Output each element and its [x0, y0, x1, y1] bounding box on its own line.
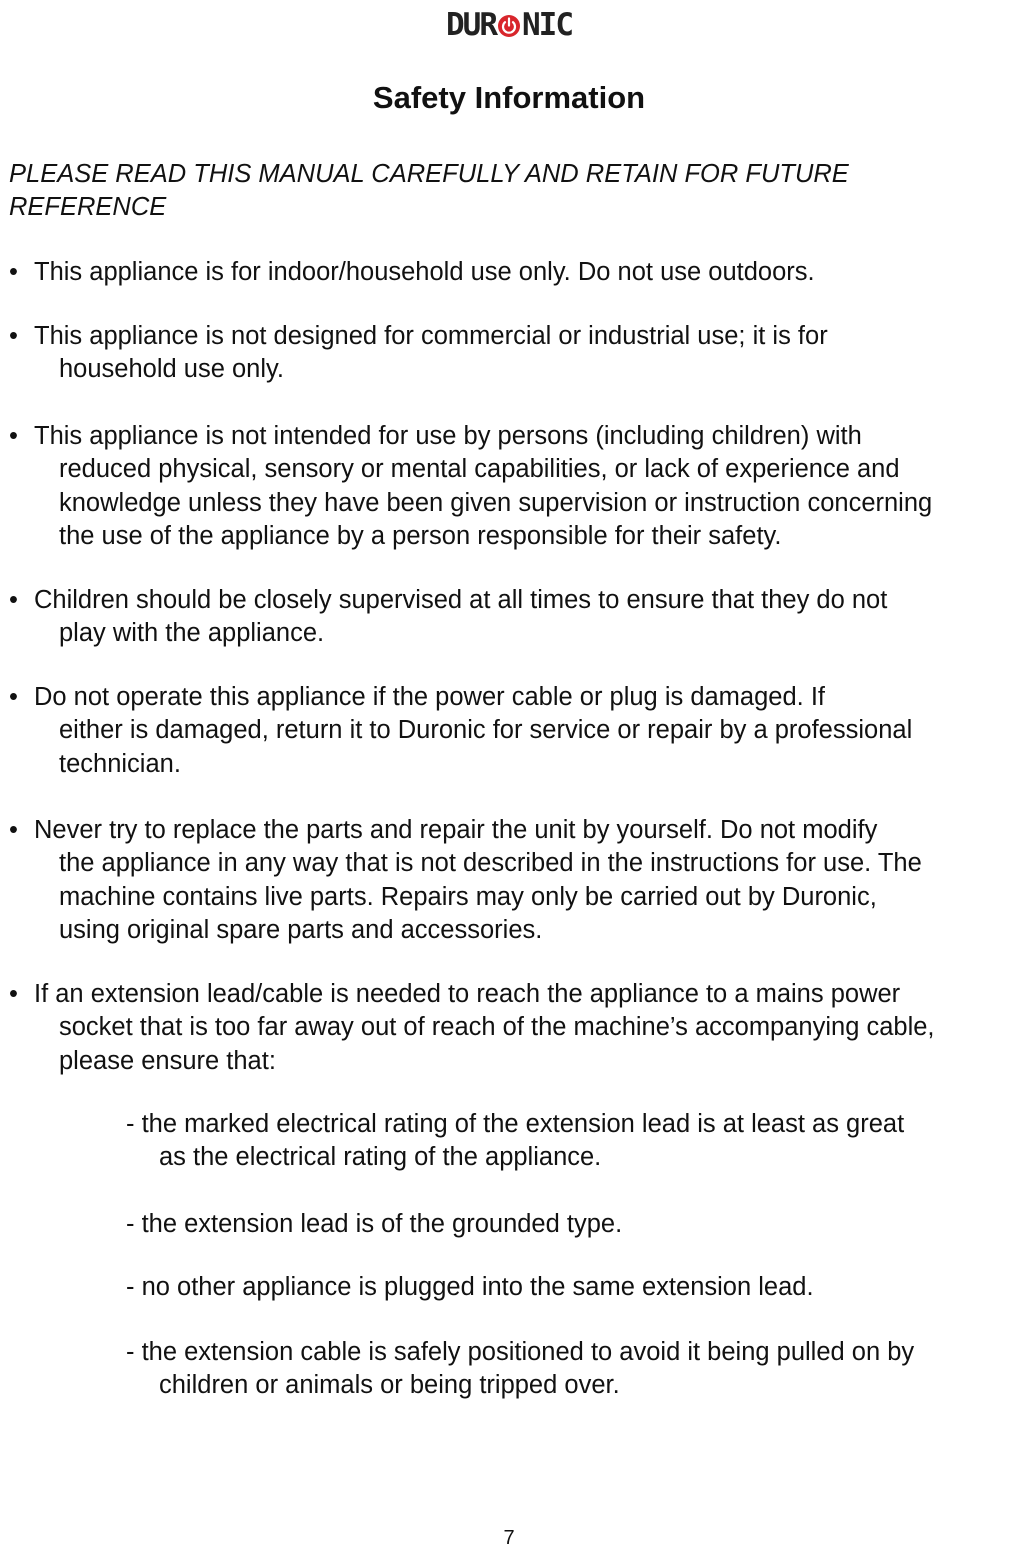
logo-text-end: NIC	[522, 7, 572, 43]
bullet-text: This appliance is for indoor/household use only. Do not use outdoors.	[34, 258, 815, 286]
bullet-text-continued: either is damaged, return it to Duronic for service or repair by a professional technician.	[59, 716, 913, 778]
subitem-text: - the marked electrical rating of the extension lead is at least as great	[126, 1110, 905, 1138]
bullet-text-continued: the appliance in any way that is not described in the instructions for use. The machine contains live parts. Repairs may only be carried out by Duronic, using original spare parts and accessories.	[59, 849, 922, 944]
subitem-text-continued: as the electrical rating of the appliance.	[159, 1143, 602, 1172]
bullet-text-continued: reduced physical, sensory or mental capabilities, or lack of experience and knowledge unless they have been given supervision or instruction concerning the use of the appliance by a person responsible for their safety.	[59, 455, 933, 550]
bullet-text: Children should be closely supervised at all times to ensure that they do not	[34, 586, 888, 614]
bullet-text: This appliance is not intended for use by persons (including children) with	[34, 422, 862, 450]
bullet-marker: •	[9, 586, 18, 614]
power-icon	[497, 11, 521, 45]
bullet-text-continued: play with the appliance.	[59, 619, 325, 648]
page-title: Safety Information	[372, 80, 646, 115]
bullet-text: Never try to replace the parts and repair the unit by yourself. Do not modify	[34, 816, 878, 844]
duronic-logo	[0, 8, 1018, 45]
bullet-marker: •	[9, 980, 18, 1008]
subitem-text: - no other appliance is plugged into the same extension lead.	[126, 1273, 814, 1301]
bullet-marker: •	[9, 816, 18, 844]
bullet-marker: •	[9, 258, 18, 286]
subitem-text: - the extension lead is of the grounded type.	[126, 1210, 623, 1238]
bullet-text-continued: socket that is too far away out of reach of the machine’s accompanying cable, please ensure that:	[59, 1013, 935, 1075]
subitem-text-continued: children or animals or being tripped over.	[159, 1371, 620, 1400]
bullet-text-continued: household use only.	[59, 355, 284, 384]
logo-text-start: DUR	[446, 7, 496, 43]
bullet-marker: •	[9, 322, 18, 350]
bullet-text: Do not operate this appliance if the power cable or plug is damaged. If	[34, 683, 825, 711]
bullet-text: This appliance is not designed for commercial or industrial use; it is for	[34, 322, 828, 350]
intro-notice: PLEASE READ THIS MANUAL CAREFULLY AND RETAIN FOR FUTURE REFERENCE	[9, 160, 849, 222]
bullet-marker: •	[9, 422, 18, 450]
bullet-text: If an extension lead/cable is needed to reach the appliance to a mains power	[34, 980, 901, 1008]
bullet-marker: •	[9, 683, 18, 711]
page-number: 7	[503, 1527, 515, 1549]
subitem-text: - the extension cable is safely positioned to avoid it being pulled on by	[126, 1338, 915, 1366]
